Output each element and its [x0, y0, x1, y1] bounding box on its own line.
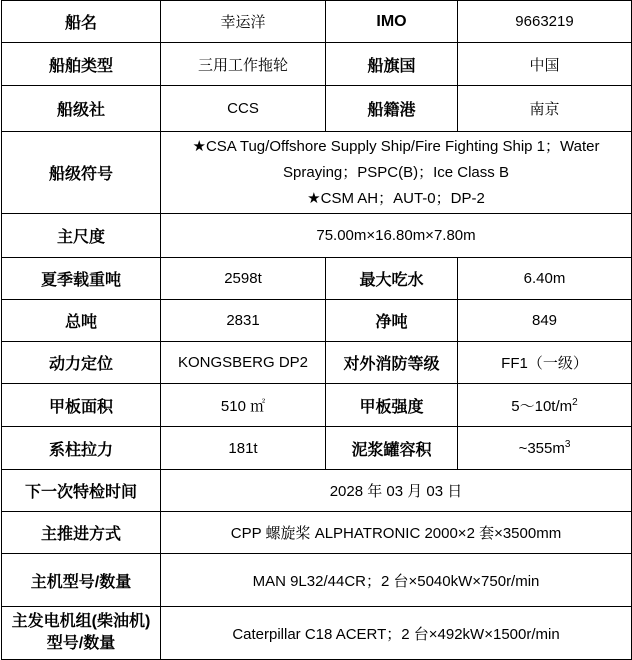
fire-fighting-class-label: 对外消防等级: [326, 342, 458, 384]
bollard-pull-value: 181t: [161, 427, 326, 470]
table-row: [2, 86, 632, 132]
ship-name-label: 船名: [2, 1, 161, 43]
next-special-survey-label: 下一次特检时间: [2, 470, 161, 512]
table-row: [2, 132, 632, 214]
deck-strength-number: 5～10t/m: [511, 397, 573, 415]
ship-name-value: 幸运洋: [161, 1, 326, 43]
class-society-label: 船级社: [2, 86, 161, 132]
table-row: [2, 342, 632, 384]
generator-label-line2: 型号/数量: [46, 635, 116, 652]
main-engine-value: MAN 9L32/44CR；2 台×5040kW×750r/min: [161, 554, 632, 607]
generator-label-line1: 主发电机组(柴油机): [11, 613, 151, 630]
max-draft-value: 6.40m: [458, 258, 632, 300]
ship-type-label: 船舶类型: [2, 43, 161, 86]
net-tonnage-value: 849: [458, 300, 632, 342]
class-notation-value: [161, 132, 632, 214]
net-tonnage-label: 净吨: [326, 300, 458, 342]
summer-dwt-value: 2598t: [161, 258, 326, 300]
mud-tank-volume-number: ~355m: [518, 439, 565, 457]
flag-value: 中国: [458, 43, 632, 86]
port-of-registry-label: 船籍港: [326, 86, 458, 132]
port-of-registry-value: 南京: [458, 86, 632, 132]
main-dimensions-label: 主尺度: [2, 214, 161, 258]
mud-tank-volume-exponent: 3: [564, 438, 571, 450]
table-row: [2, 258, 632, 300]
deck-strength-label: 甲板强度: [326, 384, 458, 427]
generator-label: [2, 607, 161, 660]
table-row: [2, 512, 632, 554]
deck-strength-value: [458, 384, 632, 427]
table-row: [2, 1, 632, 43]
imo-value: 9663219: [458, 1, 632, 43]
table-row: [2, 427, 632, 470]
gross-tonnage-label: 总吨: [2, 300, 161, 342]
next-special-survey-value: 2028 年 03 月 03 日: [161, 470, 632, 512]
propulsion-value: CPP 螺旋桨 ALPHATRONIC 2000×2 套×3500mm: [161, 512, 632, 554]
imo-label: IMO: [326, 1, 458, 43]
class-notation-label: 船级符号: [2, 132, 161, 214]
flag-label: 船旗国: [326, 43, 458, 86]
summer-dwt-label: 夏季载重吨: [2, 258, 161, 300]
ship-type-value: 三用工作拖轮: [161, 43, 326, 86]
main-dimensions-value: 75.00m×16.80m×7.80m: [161, 214, 632, 258]
dynamic-positioning-value: KONGSBERG DP2: [161, 342, 326, 384]
class-notation-line: ★CSM AH；AUT-0；DP-2: [307, 189, 485, 207]
dynamic-positioning-label: 动力定位: [2, 342, 161, 384]
generator-value: Caterpillar C18 ACERT；2 台×492kW×1500r/min: [161, 607, 632, 660]
table-row: [2, 470, 632, 512]
class-notation-line: Spraying；PSPC(B)；Ice Class B: [283, 163, 509, 181]
deck-strength-exponent: 2: [572, 396, 578, 408]
class-society-value: CCS: [161, 86, 326, 132]
fire-fighting-class-value: FF1（一级）: [458, 342, 632, 384]
table-row: [2, 43, 632, 86]
table-row: [2, 607, 632, 660]
table-row: [2, 214, 632, 258]
mud-tank-volume-value: [458, 427, 632, 470]
table-row: [2, 384, 632, 427]
bollard-pull-label: 系柱拉力: [2, 427, 161, 470]
mud-tank-volume-label: 泥浆罐容积: [326, 427, 458, 470]
deck-area-value: 510 ㎡: [161, 384, 326, 427]
table-row: [2, 300, 632, 342]
max-draft-label: 最大吃水: [326, 258, 458, 300]
main-engine-label: 主机型号/数量: [2, 554, 161, 607]
deck-area-label: 甲板面积: [2, 384, 161, 427]
gross-tonnage-value: 2831: [161, 300, 326, 342]
class-notation-line: ★CSA Tug/Offshore Supply Ship/Fire Fighting Ship 1；Water: [192, 137, 600, 155]
propulsion-label: 主推进方式: [2, 512, 161, 554]
ship-spec-table: [1, 0, 632, 660]
table-row: [2, 554, 632, 607]
